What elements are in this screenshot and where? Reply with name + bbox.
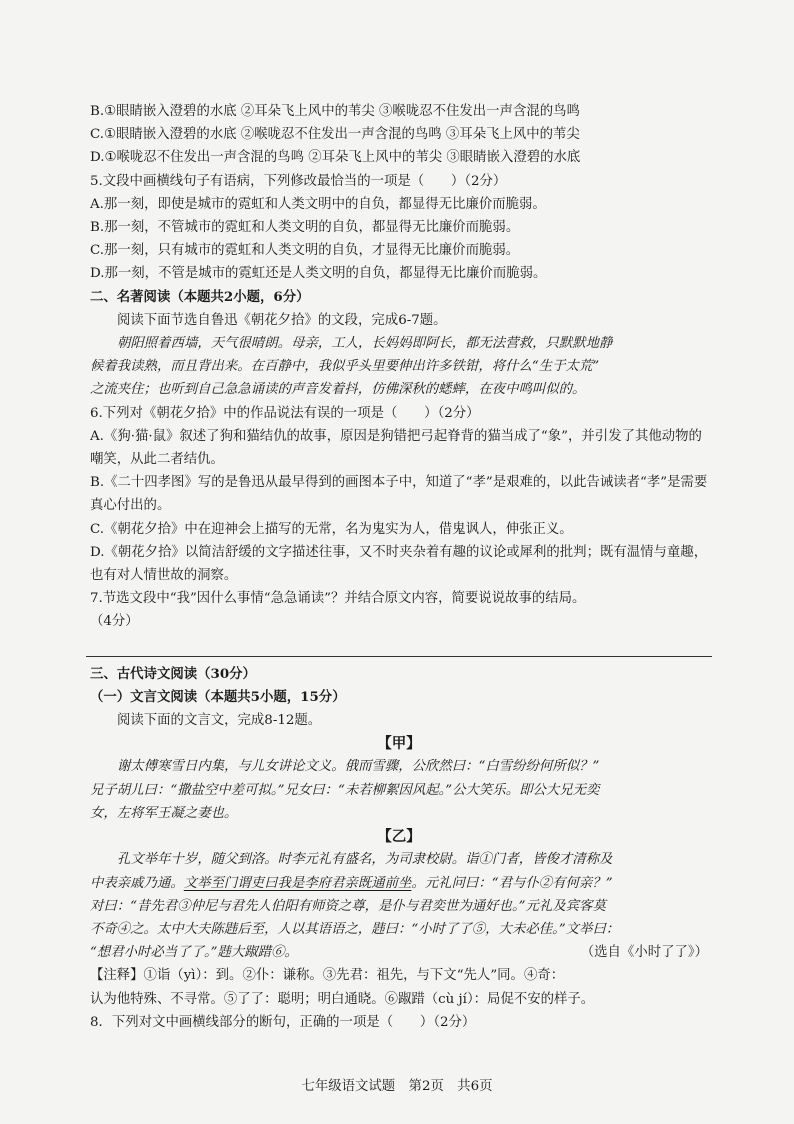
q6-stem: 6.下列对《朝花夕拾》中的作品说法有误的一项是（ ）（2分） (90, 405, 480, 421)
q6-option-c: C.《朝花夕拾》中在迎神会上描写的无常，名为鬼实为人，借鬼讽人，伸张正义。 (90, 521, 573, 537)
q4-option-b: B.①眼睛嵌入澄碧的水底 ②耳朵飞上风中的苇尖 ③喉咙忍不住发出一声含混的鸟鸣 (90, 104, 580, 119)
passage-jia-title: 【甲】 (377, 735, 421, 753)
section-3-heading: 三、古代诗文阅读（30分） (90, 665, 256, 682)
yi-line-4: 不奇④之。太中大夫陈韪后至，人以其语语之，韪曰：“小时了了⑤，大未必佳。”文举曰： (90, 921, 620, 937)
passage-source: （选自《小时了了》） (580, 945, 708, 961)
yi-line-2-end: 。元礼问曰：“君与仆②有何亲？” (411, 875, 613, 891)
q5-option-d: D.那一刻，不管是城市的霓虹还是人类文明的自负，都显得无比廉价而脆弱。 (90, 266, 547, 282)
section-3-intro: 阅读下面的文言文，完成8-12题。 (117, 713, 322, 729)
passage-yi-title: 【乙】 (377, 828, 421, 846)
yi-line-3: 对曰：“昔先君③仲尼与君先人伯阳有师资之尊，是仆与君奕世为通好也。”元礼及宾客莫 (90, 898, 606, 914)
q4-options (90, 100, 708, 170)
jia-line-3: 女，左将军王凝之妻也。 (90, 805, 238, 821)
section-2-intro: 阅读下面节选自鲁迅《朝花夕拾》的文段，完成6-7题。 (117, 312, 447, 328)
passage-line-2: 候着我读熟，而且背出来。在百静中，我似乎头里要伸出许多铁钳，将什么“生于太荒” (90, 359, 600, 375)
q6-option-b: B.《二十四孝图》写的是鲁迅从最早得到的画图本子中，知道了“孝”是艰难的，以此告诫读者“孝”是需要真心付出的。 (90, 475, 708, 514)
notes-line-1: 【注释】①诣（yì）：到。②仆：谦称。③先君：祖先，与下文“先人”同。④奇： (90, 968, 565, 984)
jia-line-2: 兄子胡儿曰：“撒盐空中差可拟。”兄女曰：“未若柳絮因风起。”公大笑乐。即公大兄无奕 (90, 782, 600, 798)
section-3-subheading: （一）文言文阅读（本题共5小题，15分） (90, 688, 346, 705)
q4-option-d: D.①喉咙忍不住发出一声含混的鸟鸣 ②耳朵飞上风中的苇尖 ③眼睛嵌入澄碧的水底 (90, 150, 581, 166)
underlined-sentence: 文举至门谓吏曰我是李府君亲既通前坐 (183, 875, 412, 891)
yi-line-5-text: “想君小时必当了了。”韪大踧踖⑥。 (90, 945, 298, 961)
q8-stem: 8．下列对文中画横线部分的断句，正确的一项是（ ）（2分） (90, 1014, 476, 1030)
passage-line-3: 之流夹住；也听到自己急急诵读的声音发着抖，仿佛深秋的蟋蟀，在夜中鸣叫似的。 (90, 382, 586, 398)
section-2 (90, 286, 708, 634)
yi-line-2 (90, 872, 708, 895)
q5-option-c: C.那一刻，只有城市的霓虹和人类文明的自负，才显得无比廉价而脆弱。 (90, 243, 520, 259)
jia-line-1: 谢太傅寒雪日内集，与儿女讲论文义。俄而雪骤，公欣然曰：“白雪纷纷何所似？” (117, 759, 600, 775)
q5-option-b: B.那一刻，不管城市的霓虹和人类文明的自负，都显得无比廉价而脆弱。 (90, 220, 520, 236)
q4-option-c: C.①眼睛嵌入澄碧的水底 ②喉咙忍不住发出一声含混的鸟鸣 ③耳朵飞上风中的苇尖 (90, 127, 580, 143)
q7-stem: 7.节选文段中“我”因什么事情“急急诵读”？并结合原文内容，简要说说故事的结局。 (90, 591, 586, 607)
q6-option-a: A.《狗·猫·鼠》叙述了狗和猫结仇的故事，原因是狗错把弓起脊背的猫当成了“象”，并引发了其他动物的嘲笑，从此二者结仇。 (90, 428, 702, 468)
section-3 (90, 663, 708, 1034)
q6-option-d: D.《朝花夕拾》以简洁舒缓的文字描述往事，又不时夹杂着有趣的议论或犀利的批判；既有温情与童趣，也有对人情世故的洞察。 (90, 544, 708, 584)
page-footer: 七年级语文试题 第2页 共6页 (301, 1079, 493, 1094)
question-5 (90, 170, 708, 286)
section-2-heading: 二、名著阅读（本题共2小题，6分） (90, 288, 310, 305)
yi-line-2-start: 中表亲戚乃通。 (90, 875, 184, 891)
yi-line-1: 孔文举年十岁，随父到洛。时李元礼有盛名，为司隶校尉。诣①门者，皆俊才清称及 (117, 852, 613, 868)
yi-line-5 (90, 941, 708, 964)
q7-points: （4分） (90, 614, 139, 630)
notes-line-2: 认为他特殊、不寻常。⑤了了：聪明；明白通晓。⑥踧踖（cù jí）：局促不安的样子。 (90, 991, 595, 1007)
divider-line (86, 656, 712, 657)
q5-option-a: A.那一刻，即使是城市的霓虹和人类文明中的自负，都显得无比廉价而脆弱。 (90, 196, 546, 212)
passage-line-1: 朝阳照着西墙，天气很晴朗。母亲，工人，长妈妈即阿长，都无法营救，只默默地静 (117, 336, 613, 352)
q5-stem: 5.文段中画横线句子有语病，下列修改最恰当的一项是（ ）（2分） (90, 173, 507, 189)
